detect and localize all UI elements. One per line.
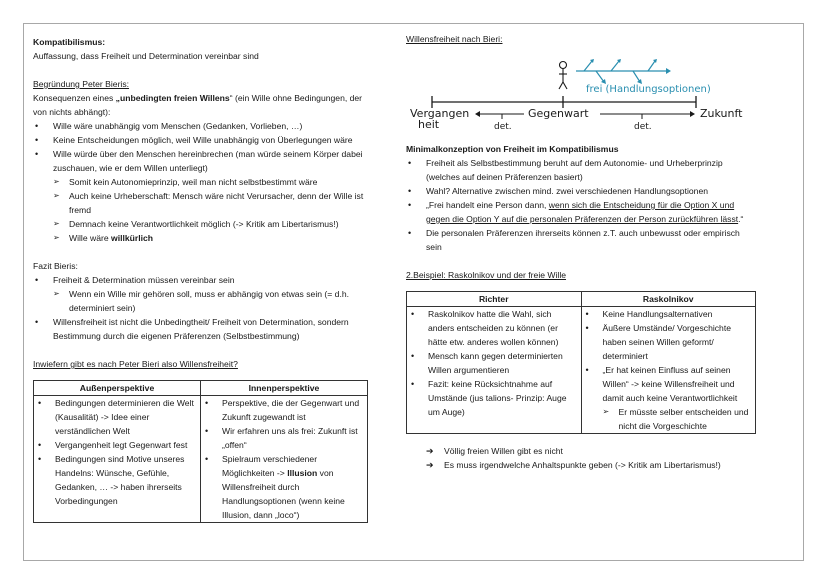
perspective-table <box>33 380 368 523</box>
list-item: • Perspektive, die der Gegenwart und Zukunft zugewandt ist <box>204 396 364 424</box>
header-raskolnikov: Raskolnikov <box>581 292 756 307</box>
diagram-heading: Willensfreiheit nach Bieri: <box>406 34 503 44</box>
sub-list-item: ➢ Demnach keine Verantwortlichkeit möglich (-> Kritik am Libertarismus!) <box>53 217 368 231</box>
list-item: • Wir erfahren uns als frei: Zukunft ist „offen“ <box>204 424 364 452</box>
list-item: • Willensfreiheit ist nicht die Unbedingtheit/ Freiheit von Determination, sondern Bestimmung durch die eigenen Präferenzen (Selbstbestimmung) <box>33 315 368 343</box>
list-item: • Mensch kann gegen determinierten Willen argumentieren <box>410 349 578 377</box>
future-label: Zukunft <box>700 107 743 120</box>
intro-pre: Konsequenzen eines <box>33 93 116 103</box>
minimal-heading: Minimalkonzeption von Freiheit im Kompatibilismus <box>406 144 619 154</box>
header-aussenperspektive: Außenperspektive <box>34 381 201 396</box>
list-item: • Keine Entscheidungen möglich, weil Wille unabhängig von Überlegungen wäre <box>33 133 368 147</box>
list-item: • Bedingungen sind Motive unseres Handelns: Wünsche, Gefühle, Gedanken, … -> haben ihrerseits Vorbedingungen <box>37 452 197 508</box>
list-item: • Wille würde über den Menschen hereinbrechen (man würde seinem Körper dabei zuschauen, wie er dem Willen unterliegt) <box>33 147 368 175</box>
sub-list-item: ➢ Wenn ein Wille mir gehören soll, muss er abhängig von etwas sein (= d.h. determiniert sein) <box>53 287 368 315</box>
sub-list-item: ➢ Somit kein Autonomieprinzip, weil man nicht selbstbestimmt wäre <box>53 175 368 189</box>
list-item: • Raskolnikov hatte die Wahl, sich anders entscheiden zu können (er hätte etw. anderes wollen können) <box>410 307 578 349</box>
list-item: • Freiheit als Selbstbestimmung beruht auf dem Autonomie- und Urheberprinzip (welches auf deinen Präferenzen basiert) <box>406 156 756 184</box>
intro-bold: „unbedingten freien Willens <box>115 93 230 103</box>
list-item: • Bedingungen determinieren die Welt (Kausalität) -> Idee einer verständlichen Welt <box>37 396 197 438</box>
conclusion-list <box>406 444 756 472</box>
sub-list-item: ➢ Er müsste selber entscheiden und nicht die Vorgeschichte <box>603 405 753 433</box>
sub-list-item <box>53 231 368 245</box>
conclusion-item: ➔ Völlig freien Willen gibt es nicht <box>426 444 756 458</box>
example-heading: 2.Beispiel: Raskolnikov und der freie Wille <box>406 270 567 280</box>
cell-richter <box>407 307 582 434</box>
conclusion-item: ➔ Es muss irgendwelche Anhaltspunkte geben (-> Kritik am Libertarismus!) <box>426 458 756 472</box>
det-left-label: det. <box>494 122 512 132</box>
left-column <box>33 35 368 523</box>
past-label: Vergangen <box>410 107 470 120</box>
past-label-2: heit <box>418 118 440 131</box>
present-label: Gegenwart <box>528 107 589 120</box>
heading-fazit: Fazit Bieris: <box>33 261 78 271</box>
cell-aussen <box>34 396 201 523</box>
list-item: • Die personalen Präferenzen ihrerseits können z.T. auch unbewusst oder empirisch sein <box>406 226 756 254</box>
raskolnikov-table <box>406 291 756 434</box>
header-innenperspektive: Innenperspektive <box>201 381 368 396</box>
text-post: von Willensfreiheit durch Handlungsoptionen (wenn keine Illusion, dann „loco“) <box>222 468 345 520</box>
question-heading: Inwiefern gibt es nach Peter Bieri also Willensfreiheit? <box>33 359 238 369</box>
cell-raskolnikov <box>581 307 756 434</box>
quote-pre: „Frei handelt eine Person dann, <box>426 200 549 210</box>
text-pre: Spielraum verschiedener Möglichkeiten -> <box>222 454 318 478</box>
list-item: • Keine Handlungsalternativen <box>585 307 753 321</box>
timeline-diagram <box>406 50 756 140</box>
intro-text <box>33 91 368 119</box>
sub-pre: Wille wäre <box>69 233 112 243</box>
list-item: • Fazit: keine Rücksichtnahme auf Umstände (jus talions- Prinzip: Auge um Auge) <box>410 377 578 419</box>
minimal-list <box>406 156 756 254</box>
cell-innen <box>201 396 368 523</box>
sub-list-item: ➢ Auch keine Urheberschaft: Mensch wäre nicht Verursacher, denn der Wille ist fremd <box>53 189 368 217</box>
list-item: • „Er hat keinen Einfluss auf seinen Willen“ -> keine Willensfreiheit und damit auch keine Verantwortlichkeit <box>585 363 753 405</box>
timeline-svg <box>406 50 756 140</box>
list-item: • Vergangenheit legt Gegenwart fest <box>37 438 197 452</box>
text-bold: Illusion <box>287 468 318 478</box>
det-right-label: det. <box>634 122 652 132</box>
list-item <box>204 452 364 522</box>
list-item: • Wahl? Alternative zwischen mind. zwei verschiedenen Handlungsoptionen <box>406 184 756 198</box>
quote-post: .“ <box>738 214 744 224</box>
intro-post: “ (ein Wille ohne Bedingungen, der von nichts abhängt): <box>33 93 363 117</box>
fazit-list <box>33 273 368 343</box>
heading-begruendung: Begründung Peter Bieris: <box>33 79 130 89</box>
consequence-list <box>33 119 368 245</box>
sub-bold: willkürlich <box>111 233 154 243</box>
right-column <box>406 32 756 472</box>
quote-underlined: wenn sich die Entscheidung für die Option X und gegen die Option Y auf die personalen Präferenzen der Person zurückführen lässt <box>426 200 739 224</box>
options-arrow-icon <box>576 59 671 84</box>
person-icon <box>559 62 567 90</box>
free-label: frei (Handlungsoptionen) <box>586 84 711 95</box>
list-item: • Freiheit & Determination müssen vereinbar sein <box>33 273 368 287</box>
list-item: • Wille wäre unabhängig vom Menschen (Gedanken, Vorlieben, …) <box>33 119 368 133</box>
definition-text: Auffassung, dass Freiheit und Determination vereinbar sind <box>33 51 259 61</box>
title-kompatibilismus: Kompatibilismus: <box>33 37 106 47</box>
list-item <box>406 198 756 226</box>
header-richter: Richter <box>407 292 582 307</box>
list-item: • Äußere Umstände/ Vorgeschichte haben seinen Willen geformt/ determiniert <box>585 321 753 363</box>
